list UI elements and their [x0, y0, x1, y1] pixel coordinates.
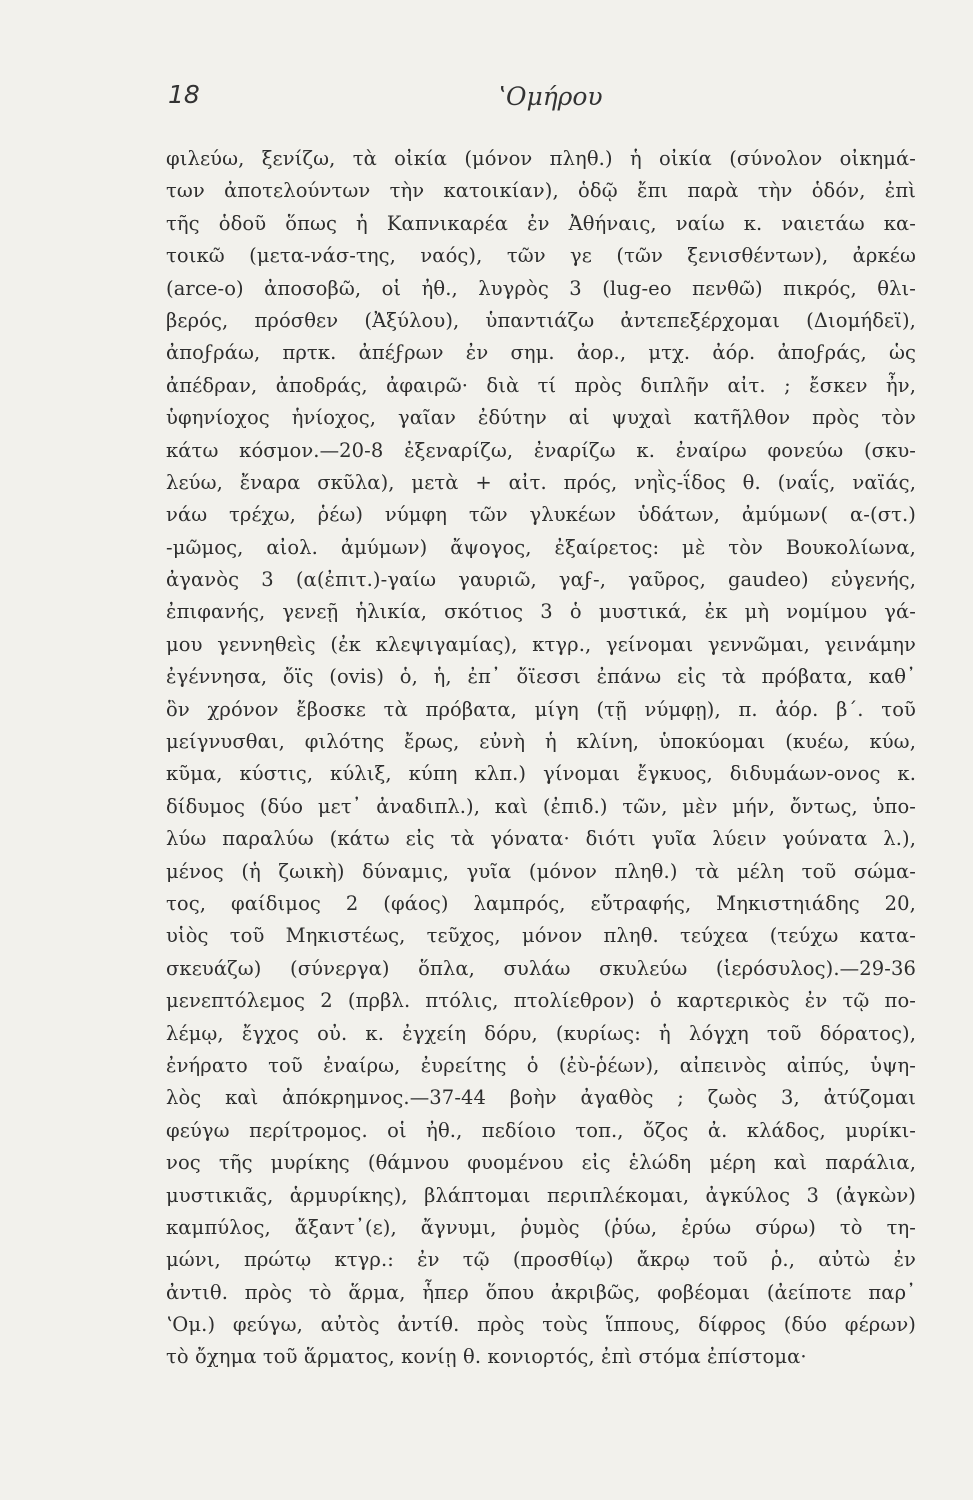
text-line: λὸς καὶ ἀπόκρημνος.—37-44 βοὴν ἀγαθὸς ; ζωὸς 3, ἀτύζομαι [166, 1086, 916, 1110]
text-line: μένος (ἡ ζωικὴ) δύναμις, γυῖα (μόνον πληθ.) τὰ μέλη τοῦ σώμα- [166, 859, 916, 883]
commentary-text [166, 143, 916, 1374]
text-line: μυστικιᾶς, ἁρμυρίκης), βλάπτομαι περιπλέκομαι, ἀγκύλος 3 (ἀγκὼν) [166, 1183, 916, 1207]
text-line: ἐπιφανής, γενεῇ ἡλικία, σκότιος 3 ὁ μυστικά, ἐκ μὴ νομίμου γά- [166, 600, 916, 624]
text-line: μείγνυσθαι, φιλότης ἔρως, εὐνὴ ἡ κλίνη, ὑποκύομαι (κυέω, κύω, [166, 730, 916, 754]
text-line: τῆς ὁδοῦ ὅπως ἡ Καπνικαρέα ἐν Ἀθήναις, ναίω κ. ναιετάω κα- [166, 211, 916, 235]
page-header [168, 80, 903, 120]
text-line: σκευάζω) (σύνεργα) ὅπλα, συλάω σκυλεύω (ἱερόσυλος).—29-36 [166, 956, 916, 980]
text-line: φεύγω περίτρομος. οἱ ἠθ., πεδίοιο τοπ., ὄζος ἀ. κλάδος, μυρίκι- [166, 1118, 916, 1142]
text-line: ἀγανὸς 3 (α(ἐπιτ.)-γαίω γαυριῶ, γαϝ-, γαῦρος, gaudeo) εὐγενής, [166, 568, 916, 592]
text-line: (arce-o) ἀποσοβῶ, οἱ ἠθ., λυγρὸς 3 (lug-eo πενθῶ) πικρός, θλι- [166, 276, 916, 300]
text-line: ἀντιθ. πρὸς τὸ ἅρμα, ἧπερ ὅπου ἀκριβῶς, φοβέομαι (ἀείποτε παρ᾽ [166, 1280, 916, 1304]
text-line: μώνι, πρώτῳ κτγρ.: ἐν τῷ (προσθίῳ) ἄκρῳ τοῦ ῥ., αὐτὼ ἐν [166, 1248, 916, 1272]
text-line: λεύω, ἔναρα σκῦλα), μετὰ + αἰτ. πρός, νηῒς-ΐδος θ. (ναΐς, ναϊάς, [166, 470, 916, 494]
text-line: τος, φαίδιμος 2 (φάος) λαμπρός, εὔτραφής, Μηκιστηιάδης 20, [166, 891, 916, 915]
text-line: υἱὸς τοῦ Μηκιστέως, τεῦχος, μόνον πληθ. τεύχεα (τεύχω κατα- [166, 924, 916, 948]
text-line: δίδυμος (δύο μετ᾽ ἀναδιπλ.), καὶ (ἐπιδ.) τῶν, μὲν μήν, ὄντως, ὑπο- [166, 794, 916, 818]
text-line: κῦμα, κύστις, κύλιξ, κύπη κλπ.) γίνομαι ἔγκυος, διδυμάων-ονος κ. [166, 762, 916, 786]
text-line: λέμῳ, ἔγχος οὐ. κ. ἐγχείη δόρυ, (κυρίως: ἡ λόγχη τοῦ δόρατος), [166, 1021, 916, 1045]
text-line: -μῶμος, αἰολ. ἀμύμων) ἄψογος, ἐξαίρετος: μὲ τὸν Βουκολίωνα, [166, 535, 916, 559]
running-title: ʽΟμήρου [498, 82, 603, 111]
text-line: ἀπέδραν, ἀποδράς, ἀφαιρῶ· διὰ τί πρὸς διπλῆν αἰτ. ; ἔσκεν ἦν, [166, 373, 916, 397]
text-line: νος τῆς μυρίκης (θάμνου φυομένου εἰς ἑλώδη μέρη καὶ παράλια, [166, 1151, 916, 1175]
text-line: ἐγέννησα, ὄϊς (ovis) ὁ, ἡ, ἐπ᾽ ὄϊεσσι ἐπάνω εἰς τὰ πρόβατα, καθ᾽ [166, 665, 916, 689]
text-line: τὸ ὄχημα τοῦ ἅρματος, κονίῃ θ. κονιορτός, ἐπὶ στόμα ἐπίστομα· [166, 1345, 807, 1369]
text-line: ʽΟμ.) φεύγω, αὐτὸς ἀντίθ. πρὸς τοὺς ἵππους, δίφρος (δύο φέρων) [166, 1313, 916, 1337]
text-line: νάω τρέχω, ῥέω) νύμφη τῶν γλυκέων ὑδάτων, ἀμύμων( α-(στ.) [166, 503, 916, 527]
text-line: λύω παραλύω (κάτω εἰς τὰ γόνατα· διότι γυῖα λύειν γούνατα λ.), [166, 827, 916, 851]
text-line: ἀποϝράω, πρτκ. ἀπέϝρων ἐν σημ. ἀορ., μτχ. ἀόρ. ἀποϝράς, ὡς [166, 341, 916, 365]
text-line: μου γεννηθεὶς (ἐκ κλεψιγαμίας), κτγρ., γείνομαι γεννῶμαι, γεινάμην [166, 632, 916, 656]
text-line: καμπύλος, ἄξαντ᾽(ε), ἄγνυμι, ῥυμὸς (ῥύω, ἐρύω σύρω) τὸ τη- [166, 1215, 916, 1239]
text-line: βερός, πρόσθεν (Ἀξύλου), ὑπαντιάζω ἀντεπεξέρχομαι (Διομήδεϊ), [166, 308, 916, 332]
text-line: των ἀποτελούντων τὴν κατοικίαν), ὁδῷ ἔπι παρὰ τὴν ὁδόν, ἐπὶ [166, 179, 916, 203]
text-line: φιλεύω, ξενίζω, τὰ οἰκία (μόνον πληθ.) ἡ οἰκία (σύνολον οἰκημά- [166, 147, 916, 170]
text-line: ὃν χρόνον ἔβοσκε τὰ πρόβατα, μίγη (τῇ νύμφῃ), π. ἀόρ. β΄. τοῦ [166, 697, 916, 721]
text-line: κάτω κόσμον.—20-8 ἐξεναρίζω, ἐναρίζω κ. ἐναίρω φονεύω (σκυ- [166, 438, 916, 462]
text-line: τοικῶ (μετα-νάσ-της, ναός), τῶν γε (τῶν ξενισθέντων), ἀρκέω [166, 244, 916, 268]
text-line: ἐνήρατο τοῦ ἐναίρω, ἐυρείτης ὁ (ἐὺ-ῥέων), αἰπεινὸς αἰπύς, ὑψη- [166, 1053, 916, 1077]
page-number: 18 [168, 80, 200, 109]
text-line: μενεπτόλεμος 2 (πρβλ. πτόλις, πτολίεθρον) ὁ καρτερικὸς ἐν τῷ πο- [166, 989, 916, 1013]
text-line: ὑφηνίοχος ἡνίοχος, γαῖαν ἐδύτην αἱ ψυχαὶ κατῆλθον πρὸς τὸν [166, 406, 916, 430]
